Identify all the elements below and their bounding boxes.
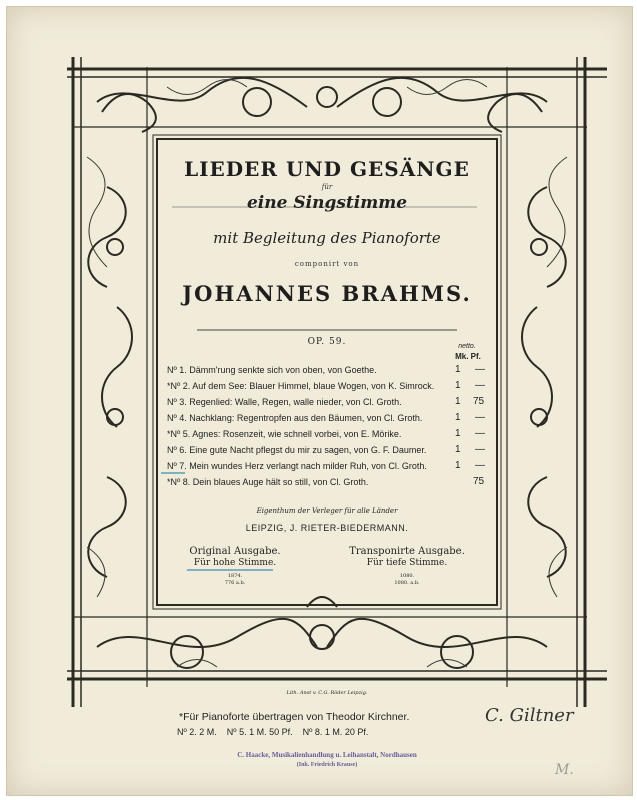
original-edition-num2: 776 a.b.	[224, 580, 246, 586]
song-7-mk: 1	[455, 460, 461, 471]
title-componirt: componirt von	[294, 260, 360, 268]
song-6-mk: 1	[455, 444, 461, 455]
song-6-pf: —	[475, 444, 485, 455]
title-fur: für	[321, 183, 333, 191]
song-2: *Nº 2. Auf dem See: Blauer Himmel, blaue Wogen, von K. Simrock.	[167, 381, 435, 391]
dealer-stamp-line1: C. Haacke, Musikalienhandlung u. Leihanstalt, Nordhausen	[237, 751, 417, 759]
composer-name: JOHANNES BRAHMS.	[182, 281, 472, 306]
opus-number: OP. 59.	[307, 337, 347, 347]
original-edition-title: Original Ausgabe.	[189, 546, 281, 557]
song-3-pf: 75	[473, 396, 485, 407]
transposed-edition-num1: 1080.	[399, 573, 415, 579]
song-8-pf: 75	[473, 476, 485, 487]
transcription-prices: Nº 2. 2 M. Nº 5. 1 M. 50 Pf. Nº 8. 1 M. 20 Pf.	[177, 727, 369, 737]
publisher: LEIPZIG, J. RIETER-BIEDERMANN.	[245, 523, 409, 533]
song-5: *Nº 5. Agnes: Rosenzeit, wie schnell vorbei, von E. Mörike.	[167, 429, 402, 439]
song-5-pf: —	[475, 428, 485, 439]
song-4-mk: 1	[455, 412, 461, 423]
song-3-mk: 1	[455, 396, 461, 407]
handwritten-signature: C. Giltner	[485, 705, 574, 726]
original-edition-num1: 1874.	[227, 573, 243, 579]
title-line3: mit Begleitung des Pianoforte	[213, 229, 441, 247]
dealer-stamp-line2: (Inh. Friedrich Krause)	[296, 762, 358, 768]
engraver-note: Lith. Anst v. C.G. Röder Leipzig.	[286, 690, 368, 696]
pencil-mark: M.	[555, 762, 574, 778]
title-line1: LIEDER UND GESÄNGE	[184, 157, 470, 181]
original-edition-voice: Für hohe Stimme.	[193, 558, 277, 568]
ownership-note: Eigenthum der Verleger für alle Länder	[256, 507, 398, 515]
song-6: Nº 6. Eine gute Nacht pflegst du mir zu sagen, von G. F. Daumer.	[167, 445, 427, 455]
song-7: Nº 7. Mein wundes Herz verlangt nach milder Ruh, von Cl. Groth.	[167, 461, 427, 471]
price-header-netto: netto.	[458, 343, 476, 350]
song-2-pf: —	[475, 380, 485, 391]
song-8: *Nº 8. Dein blaues Auge hält so still, von Cl. Groth.	[167, 477, 369, 487]
transposed-edition-num2: 1080. a.b.	[394, 580, 420, 586]
price-header-units: Mk. Pf.	[455, 352, 481, 361]
song-5-mk: 1	[455, 428, 461, 439]
song-7-pf: —	[475, 460, 485, 471]
song-4-pf: —	[475, 412, 485, 423]
song-1: Nº 1. Dämm'rung senkte sich von oben, von Goethe.	[167, 365, 377, 375]
footnote: *Für Pianoforte übertragen von Theodor Kirchner.	[179, 711, 410, 723]
sheet-music-cover	[6, 6, 633, 796]
song-1-mk: 1	[455, 364, 461, 375]
song-4: Nº 4. Nachklang: Regentropfen aus den Bäumen, von Cl. Groth.	[167, 413, 423, 423]
song-1-pf: —	[475, 364, 485, 375]
song-3: Nº 3. Regenlied: Walle, Regen, walle nieder, von Cl. Groth.	[167, 397, 402, 407]
transposed-edition-voice: Für tiefe Stimme.	[366, 558, 448, 568]
transposed-edition-title: Transponirte Ausgabe.	[349, 546, 465, 557]
title-line2: eine Singstimme	[246, 193, 408, 213]
song-2-mk: 1	[455, 380, 461, 391]
